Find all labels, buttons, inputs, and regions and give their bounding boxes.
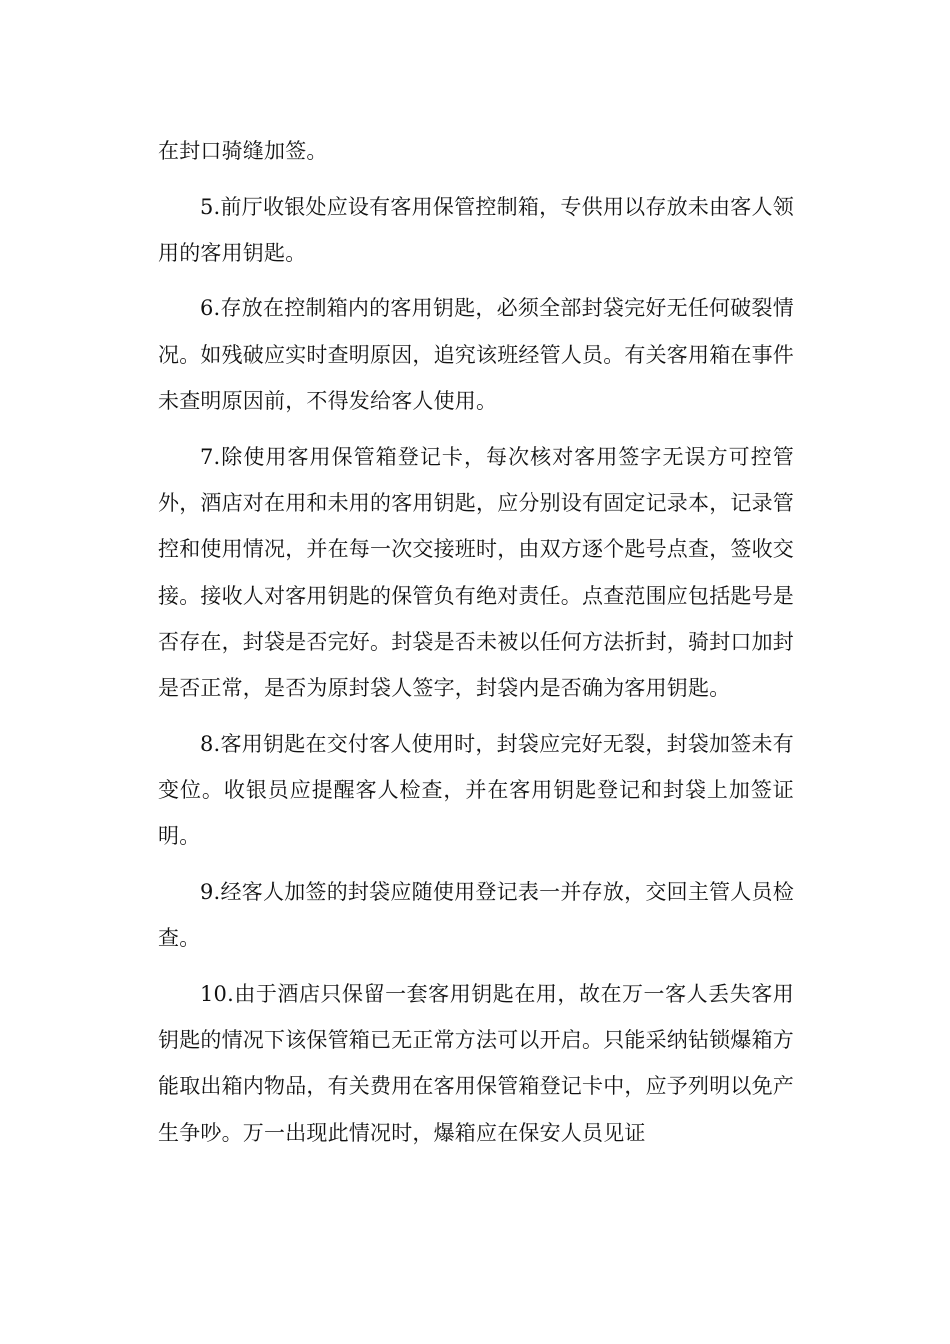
document-page: [158, 128, 794, 1165]
paragraph-item-10: 10.由于酒店只保留一套客用钥匙在用，故在万一客人丢失客用钥匙的情况下该保管箱已无正常方法可以开启。只能采纳钻锁爆箱方能取出箱内物品，有关费用在客用保管箱登记卡中，应予列明以免产生争吵。万一出现此情况时，爆箱应在保安人员见证: [158, 981, 794, 1145]
paragraph-item-7: 7.除使用客用保管箱登记卡，每次核对客用签字无误方可控管外，酒店对在用和未用的客用钥匙，应分别设有固定记录本，记录管控和使用情况，并在每一次交接班时，由双方逐个匙号点查，签收交接。接收人对客用钥匙的保管负有绝对责任。点查范围应包括匙号是否存在，封袋是否完好。封袋是否未被以任何方法折封，骑封口加封是否正常，是否为原封袋人签字，封袋内是否确为客用钥匙。: [158, 444, 794, 701]
paragraph-item-6: 6.存放在控制箱内的客用钥匙，必须全部封袋完好无任何破裂情况。如残破应实时查明原因，追究该班经管人员。有关客用箱在事件未查明原因前，不得发给客人使用。: [158, 296, 794, 414]
paragraph-item-9: 9.经客人加签的封袋应随使用登记表一并存放，交回主管人员检查。: [158, 879, 794, 951]
paragraph-item-8: 8.客用钥匙在交付客人使用时，封袋应完好无裂，封袋加签未有变位。收银员应提醒客人检查，并在客用钥匙登记和封袋上加签证明。: [158, 731, 794, 849]
paragraph-continuation: 在封口骑缝加签。: [158, 139, 328, 163]
paragraph-item-5: 5.前厅收银处应设有客用保管控制箱，专供用以存放未由客人领用的客用钥匙。: [158, 194, 794, 265]
